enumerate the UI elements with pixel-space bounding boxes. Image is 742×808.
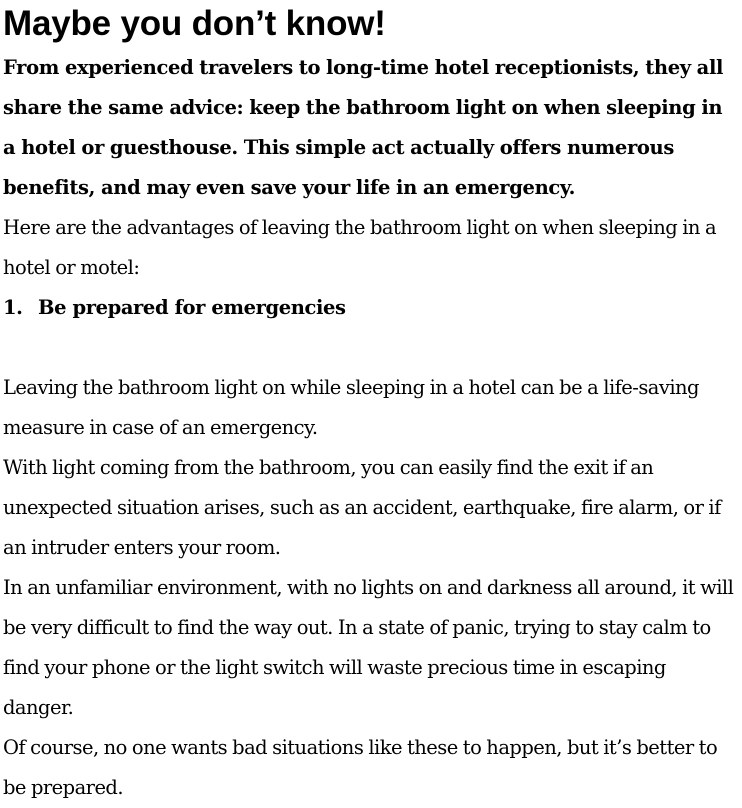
blank-line — [3, 328, 739, 368]
lead-paragraph: Here are the advantages of leaving the bathroom light on when sleeping in a hotel or motel: — [3, 216, 717, 279]
section-title: Be prepared for emergencies — [38, 296, 346, 319]
body-paragraph-4: Of course, no one wants bad situations like these to happen, but it’s better to be prepared. — [3, 736, 718, 799]
article-title: Maybe you don’t know! — [3, 4, 386, 43]
body-paragraph-3: In an unfamiliar environment, with no lights on and darkness all around, it will be very difficult to find the way out. In a state of panic, trying to stay calm to find your phone or the light switch will waste precious time in escaping danger. — [3, 576, 734, 719]
body-paragraph-2: With light coming from the bathroom, you can easily find the exit if an unexpected situation arises, such as an accident, earthquake, fire alarm, or if an intruder enters your room. — [3, 456, 721, 559]
body-paragraph-1: Leaving the bathroom light on while sleeping in a hotel can be a life-saving measure in case of an emergency. — [3, 376, 699, 439]
intro-paragraph: From experienced travelers to long-time hotel receptionists, they all share the same advice: keep the bathroom light on when sleeping in a hotel or guesthouse. This simple act actually offers numerous benefits, and may even save your life in an emergency. — [3, 56, 724, 199]
section-number: 1. — [3, 296, 23, 319]
article — [3, 0, 739, 808]
section-heading — [3, 288, 739, 328]
